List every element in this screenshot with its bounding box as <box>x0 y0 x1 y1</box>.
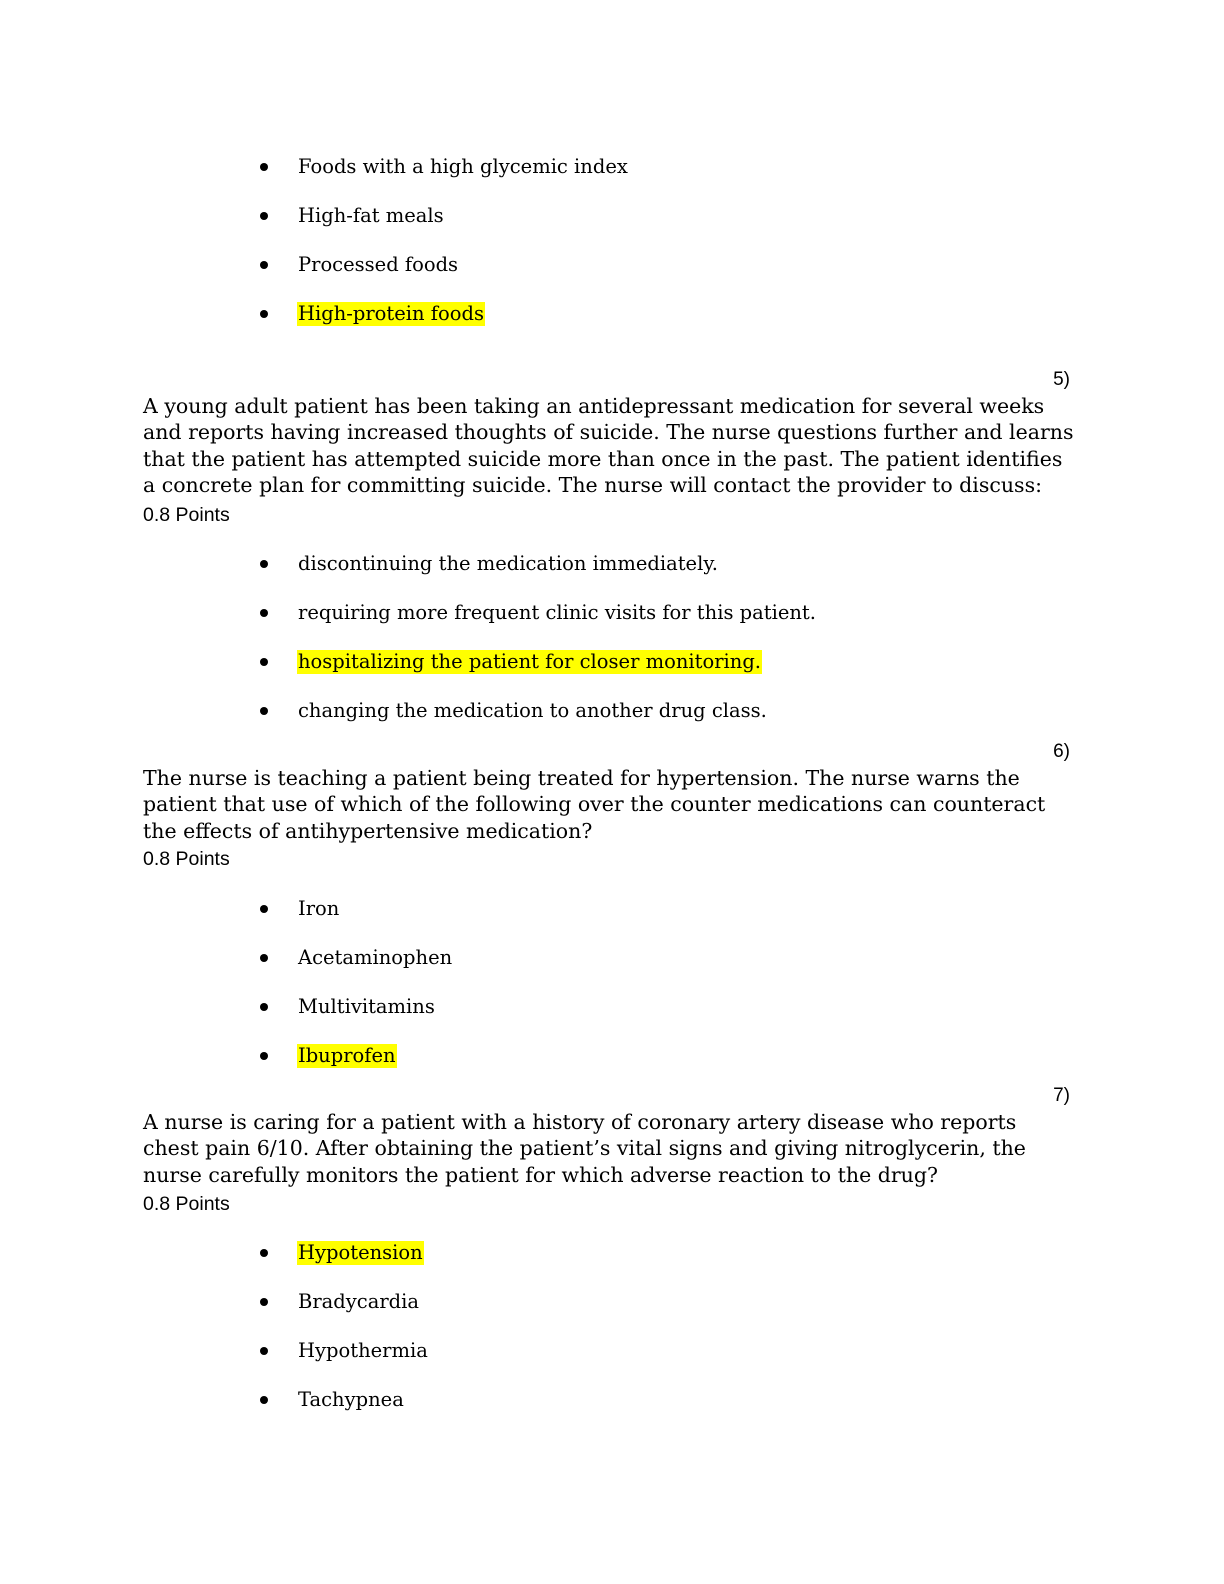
bullet-icon <box>260 310 268 318</box>
bullet-icon <box>260 954 268 962</box>
question-number: 6) <box>1053 741 1070 762</box>
bullet-icon <box>260 560 268 568</box>
bullet-icon <box>260 261 268 269</box>
question-number: 5) <box>1053 369 1070 390</box>
answer-option-text-highlighted: High-protein foods <box>298 302 484 325</box>
question-points: 0.8 Points <box>143 504 230 526</box>
answer-option-text: discontinuing the medication immediately. <box>298 552 718 575</box>
answer-option-text: Tachypnea <box>298 1388 404 1411</box>
bullet-icon <box>260 1052 268 1060</box>
bullet-icon <box>260 1249 268 1257</box>
bullet-icon <box>260 212 268 220</box>
bullet-icon <box>260 1396 268 1404</box>
question-text: A nurse is caring for a patient with a history of coronary artery disease who reports chest pain 6/10. After obtaining the patient’s vital signs and giving nitroglycerin, the nurse carefully monitors the patient for which adverse reaction to the drug? <box>143 1110 1026 1187</box>
answer-option-text: Iron <box>298 897 340 920</box>
answer-option-text-highlighted: Ibuprofen <box>298 1044 396 1067</box>
bullet-icon <box>260 1347 268 1355</box>
answer-option-text: Bradycardia <box>298 1290 419 1313</box>
question-text: The nurse is teaching a patient being treated for hypertension. The nurse warns the patient that use of which of the following over the counter medications can counteract the effects of antihypertensive medication? <box>143 766 1046 843</box>
answer-option-text-highlighted: Hypotension <box>298 1241 423 1264</box>
bullet-icon <box>260 658 268 666</box>
answer-option-text-highlighted: hospitalizing the patient for closer monitoring. <box>298 650 762 673</box>
answer-option-text: Processed foods <box>298 253 459 276</box>
answer-option-text: Acetaminophen <box>298 946 453 969</box>
question-text: A young adult patient has been taking an antidepressant medication for several weeks and reports having increased thoughts of suicide. The nurse questions further and learns that the patient has attempted suicide more than once in the past. The patient identifies a concrete plan for committing suicide. The nurse will contact the provider to discuss: <box>143 394 1074 497</box>
answer-option-text: Multivitamins <box>298 995 435 1018</box>
answer-option-text: Hypothermia <box>298 1339 428 1362</box>
answer-option-text: changing the medication to another drug class. <box>298 699 767 722</box>
bullet-icon <box>260 905 268 913</box>
bullet-icon <box>260 1003 268 1011</box>
bullet-icon <box>260 1298 268 1306</box>
question-points: 0.8 Points <box>143 1193 230 1215</box>
answer-option-text: Foods with a high glycemic index <box>298 155 628 178</box>
bullet-icon <box>260 163 268 171</box>
answer-option-text: High-fat meals <box>298 204 444 227</box>
bullet-icon <box>260 609 268 617</box>
answer-option-text: requiring more frequent clinic visits for this patient. <box>298 601 816 624</box>
bullet-icon <box>260 707 268 715</box>
question-number: 7) <box>1053 1085 1070 1106</box>
question-points: 0.8 Points <box>143 848 230 870</box>
